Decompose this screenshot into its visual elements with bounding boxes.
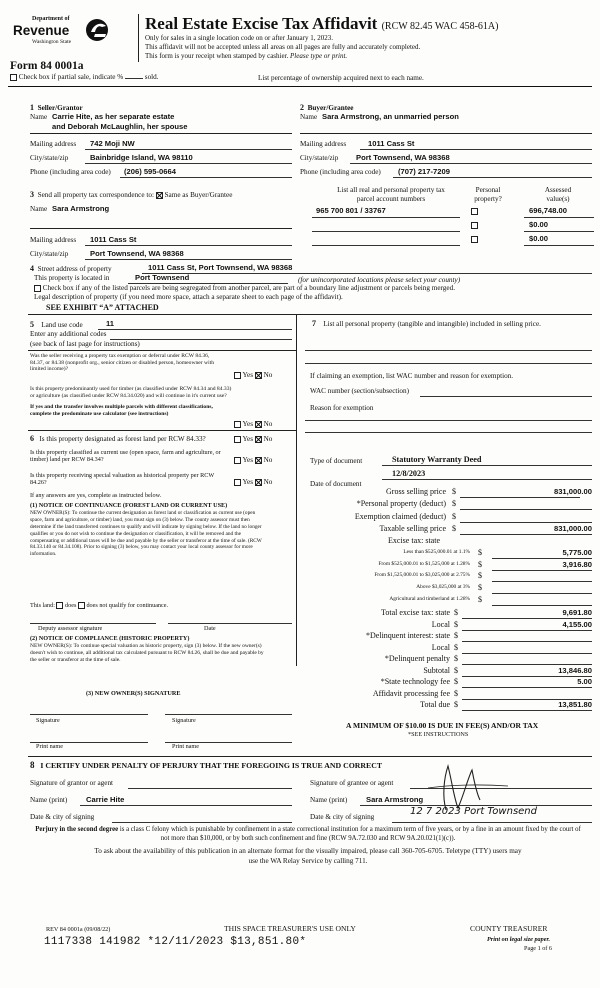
table-row: Subtotal $ 13,846.80 xyxy=(423,665,592,675)
dor-logo xyxy=(10,16,118,56)
does-not-qualify-checkbox[interactable] xyxy=(78,602,85,609)
parcel-col2-header: Personal property? xyxy=(474,186,502,203)
table-row xyxy=(312,206,594,220)
buyer-name[interactable]: Sara Armstrong, an unmarried person xyxy=(322,112,459,121)
treasurer-use-only: THIS SPACE TREASURER'S USE ONLY xyxy=(224,924,356,933)
timber-no[interactable] xyxy=(255,421,262,428)
table-row: Local $ 4,155.00 xyxy=(431,619,592,629)
table-row: From $525,000.01 to $1,525,000 at 1.28% $ 3,916.80 xyxy=(378,559,592,569)
table-row: Agricultural and timberland at 1.28% $ xyxy=(300,595,592,607)
grantee-sig-label: Signature of grantee or agent xyxy=(310,779,394,787)
legal-paper-note: Print on legal size paper. xyxy=(487,936,551,943)
assessed-value[interactable]: $0.00 xyxy=(529,234,549,243)
correspondence-label: 3 Send all property tax correspondence to: Same as Buyer/Grantee xyxy=(30,190,233,199)
buyer-city[interactable]: Port Townsend, WA 98368 xyxy=(356,153,450,162)
gross-selling-price[interactable]: 831,000.00 xyxy=(553,487,592,496)
q-exemption-answer: Yes No xyxy=(234,371,272,380)
does-qualify-checkbox[interactable] xyxy=(56,602,63,609)
segregated-note: Check box if any of the listed parcels are being segregated from another parcel, are part of a boundary line adjustment or parcels being merged. xyxy=(34,284,455,293)
table-row: Affidavit processing fee $ xyxy=(300,689,592,701)
total-due[interactable]: 13,851.80 xyxy=(558,700,592,709)
grantee-name[interactable]: Sara Armstrong xyxy=(366,795,424,804)
table-row xyxy=(312,220,594,234)
form-title xyxy=(145,14,498,34)
located-note: (for unincorporated locations please select your county) xyxy=(298,276,461,284)
seller-city-label: City/state/zip xyxy=(30,154,69,162)
q-timber: Is this property predominantly used for timber (as classified under RCW 84.34 and 84.33) or agriculture (as classified under RCW 84.34.020) and will continue in it's current use? xyxy=(30,386,232,399)
corr-name[interactable]: Sara Armstrong xyxy=(52,204,110,213)
title-text: Real Estate Excise Tax Affidavit xyxy=(145,14,378,33)
personal-property-checkbox[interactable] xyxy=(471,208,478,215)
table-row: Taxable selling price $ 831,000.00 xyxy=(379,523,592,533)
tax-table xyxy=(300,487,592,606)
form-number: Form 84 0001a xyxy=(10,60,84,72)
grantor-sig-label: Signature of grantor or agent xyxy=(30,779,114,787)
grantee-date-city[interactable]: 12 7 2023 Port Townsend xyxy=(410,806,537,817)
property-located-label: This property is located in xyxy=(34,274,110,282)
table-row: Less than $525,000.01 at 1.1% $ 5,775.00 xyxy=(403,548,592,558)
page-number: Page 1 of 6 xyxy=(524,945,553,952)
seller-mailing[interactable]: 742 Moji NW xyxy=(90,139,135,148)
seller-phone[interactable]: (206) 595-0664 xyxy=(124,167,176,176)
state-technology-fee[interactable]: 5.00 xyxy=(577,677,592,686)
header-note3: This form is your receipt when stamped by cashier. Please type or print. xyxy=(145,52,348,60)
grantee-signature[interactable] xyxy=(408,758,518,812)
grantor-date-label: Date & city of signing xyxy=(30,813,95,821)
historic-yes[interactable] xyxy=(234,479,241,486)
historic-no[interactable] xyxy=(255,479,262,486)
availability-note: To ask about the availability of this publication in an alternate format for the visually impaired, please call 360-705-6705. Teletype (TTY) users may use the WA Relay Service by calling 711. xyxy=(94,847,522,866)
buyer-phone[interactable]: (707) 217-7209 xyxy=(398,167,450,176)
taxable-selling-price[interactable]: 831,000.00 xyxy=(553,523,592,533)
forest-yes[interactable] xyxy=(234,436,241,443)
property-street-label: 4 Street address of property xyxy=(30,264,112,273)
bracket-1-tax[interactable]: 5,775.00 xyxy=(562,548,592,558)
bracket-2-tax[interactable]: 3,916.80 xyxy=(562,559,592,569)
doc-type-label: Type of document xyxy=(310,457,363,465)
corr-name-label: Name xyxy=(30,205,48,213)
grantor-name-label: Name (print) xyxy=(30,796,68,804)
table-row: Gross selling price $ 831,000.00 xyxy=(386,487,592,496)
legal-desc-note: Legal description of property (if you need more space, attach a separate sheet to each page of the affidavit). xyxy=(34,293,343,301)
perjury-note: Perjury in the second degree is a class C felony which is punishable by confinement in a state correctional institution for a maximum term of five years, or by a fine in an amount fixed by the court of not more than $10,000, or by both such confinement and fine (RCW 9A.72.030 and RCW 9A.20.021(1)(c)). xyxy=(35,826,581,842)
doc-date[interactable]: 12/8/2023 xyxy=(392,469,426,478)
seller-name-label: Name xyxy=(30,113,48,121)
parcel-col3-header: Assessed value(s) xyxy=(544,186,572,203)
q-forest: 6 Is this property designated as forest land per RCW 84.33? xyxy=(30,434,206,443)
q-historic-answer: Yes No xyxy=(234,478,272,487)
table-row: Exemption claimed (deduct) $ xyxy=(300,512,592,524)
buyer-mailing[interactable]: 1011 Cass St xyxy=(368,139,415,148)
total-excise-state[interactable]: 9,691.80 xyxy=(562,608,592,617)
property-street[interactable]: 1011 Cass St, Port Townsend, WA 98368 xyxy=(148,263,293,272)
new-owner-sig-1[interactable]: Signature xyxy=(36,717,60,724)
title-ref: (RCW 82.45 WAC 458-61A) xyxy=(381,21,499,32)
seller-city[interactable]: Bainbridge Island, WA 98110 xyxy=(90,153,193,162)
table-row: From $1,525,000.01 to $3,025,000 at 2.75% $ xyxy=(300,571,592,583)
q-historic: Is this property receiving special valuation as historical property per RCW 84.26? xyxy=(30,472,215,487)
minimum-due-note: A MINIMUM OF $10.00 IS DUE IN FEE(S) AND/OR TAX xyxy=(346,721,539,730)
reason-label: Reason for exemption xyxy=(310,404,374,412)
notice1-title: (1) NOTICE OF CONTINUANCE (FOREST LAND OR CURRENT USE) xyxy=(30,502,228,509)
exemption-no[interactable] xyxy=(255,372,262,379)
logo-line2: Revenue xyxy=(13,23,70,38)
wac-label: WAC number (section/subsection) xyxy=(310,387,410,395)
additional-codes: Enter any additional codes xyxy=(30,330,107,338)
q-timber-bold: If yes and the transfer involves multiple parcels with different classifications, complete the predominate use calculator (see instructions) xyxy=(30,404,213,417)
q-forest-answer: Yes No xyxy=(234,435,272,444)
forest-no[interactable] xyxy=(255,436,262,443)
current-use-yes[interactable] xyxy=(234,457,241,464)
q-current-use-answer: Yes No xyxy=(234,456,272,465)
new-owner-print-1[interactable]: Print name xyxy=(36,743,63,750)
corr-city[interactable]: Port Townsend, WA 98368 xyxy=(90,249,184,258)
parcel-col1-header: List all real and personal property tax parcel account numbers xyxy=(337,186,445,203)
notice2-body: NEW OWNER(S): To continue special valuation as historic property, sign (3) below. If the new owner(s) doesn't wish to continue, all additional tax calculated pursuant to RCW 84.26, shall be due and payable by the seller or transferor at the time of sale. xyxy=(30,643,264,664)
treasurer-stamp: 1117338 141982 *12/11/2023 $13,851.80* xyxy=(44,936,307,948)
new-owner-sig-heading: (3) NEW OWNER(S) SIGNATURE xyxy=(86,690,181,697)
logo-line1: Department of xyxy=(32,16,70,22)
q-current-use: Is this property classified as current use (open space, farm and agriculture, or timber) land per RCW 84.34? xyxy=(30,449,221,464)
table-row: Local $ xyxy=(300,643,592,655)
grantor-name[interactable]: Carrie Hite xyxy=(86,795,125,804)
table-row: *Personal property (deduct) $ xyxy=(300,499,592,511)
grantee-name-label: Name (print) xyxy=(310,796,348,804)
buyer-phone-label: Phone (including area code) xyxy=(300,168,381,176)
seller-name-line1[interactable]: Carrie Hite, as her separate estate xyxy=(52,112,175,121)
seller-name-line2[interactable]: and Deborah McLaughlin, her spouse xyxy=(52,122,188,131)
tax-totals xyxy=(300,608,592,712)
partial-sale-checkbox[interactable] xyxy=(10,74,17,81)
ownership-note: List percentage of ownership acquired next to each name. xyxy=(258,74,424,82)
subtotal[interactable]: 13,846.80 xyxy=(558,665,592,675)
partial-sale: Check box if partial sale, indicate % sold. xyxy=(10,73,159,82)
assessed-value[interactable]: 696,748.00 xyxy=(529,206,568,215)
property-located[interactable]: Port Townsend xyxy=(135,273,190,282)
table-row: Total excise tax: state $ 9,691.80 xyxy=(381,608,592,617)
doc-type[interactable]: Statutory Warranty Deed xyxy=(392,455,482,464)
deputy-sig-label: Deputy assessor signature xyxy=(38,625,103,632)
table-row xyxy=(312,234,594,248)
seller-phone-label: Phone (including area code) xyxy=(30,168,111,176)
q-exemption: Was the seller receiving a property tax exemption or deferral under RCW 84.36, 84.37, or 84.38 (nonprofit org., senior citizen or disabled person, homeowner with limited income)? xyxy=(30,353,214,373)
timber-yes[interactable] xyxy=(234,421,241,428)
rev-number: REV 84 0001a (09/08/22) xyxy=(46,926,111,933)
current-use-no[interactable] xyxy=(255,457,262,464)
new-owner-sig-2[interactable]: Signature xyxy=(172,717,196,724)
personal-property-checkbox[interactable] xyxy=(471,236,478,243)
certify-heading: 8 I CERTIFY UNDER PENALTY OF PERJURY THAT THE FOREGOING IS TRUE AND CORRECT xyxy=(30,760,383,770)
q-timber-answer: Yes No xyxy=(234,420,272,429)
seller-heading: 1 Seller/Grantor xyxy=(30,103,83,112)
table-row: Excise tax: state xyxy=(388,536,440,546)
table-row: Total due $ 13,851.80 xyxy=(420,700,592,709)
same-as-buyer-checkbox[interactable] xyxy=(156,192,163,199)
exemption-claim-label: If claiming an exemption, list WAC number and reason for exemption. xyxy=(310,372,514,380)
this-land: This land: does does not qualify for continuance. xyxy=(30,602,169,609)
exemption-yes[interactable] xyxy=(234,372,241,379)
grantee-date-label: Date & city of signing xyxy=(310,813,375,821)
buyer-city-label: City/state/zip xyxy=(300,154,339,162)
table-row: *Delinquent penalty $ xyxy=(300,654,592,666)
exhibit-attached[interactable]: SEE EXHIBIT “A” ATTACHED xyxy=(46,303,159,312)
corr-city-label: City/state/zip xyxy=(30,250,69,258)
see-back: (see back of last page for instructions) xyxy=(30,340,140,348)
header-note1: Only for sales in a single location code on or after January 1, 2023. xyxy=(145,34,333,42)
segregated-checkbox[interactable] xyxy=(34,285,41,292)
county-treasurer: COUNTY TREASURER xyxy=(470,924,548,933)
dor-logo-icon xyxy=(84,17,112,43)
see-instructions: *SEE INSTRUCTIONS xyxy=(408,731,469,738)
logo-line3: Washington State xyxy=(32,39,72,45)
header-note2: This affidavit will not be accepted unless all areas on all pages are fully and accurately completed. xyxy=(145,43,421,51)
table-row: *State technology fee $ 5.00 xyxy=(380,677,592,686)
assessed-value[interactable]: $0.00 xyxy=(529,220,549,229)
buyer-mailing-label: Mailing address xyxy=(300,140,347,148)
table-row: *Delinquent interest: state $ xyxy=(300,631,592,643)
parcel-rows xyxy=(312,206,594,248)
corr-mailing-label: Mailing address xyxy=(30,236,77,244)
notice2-title: (2) NOTICE OF COMPLIANCE (HISTORIC PROPERTY) xyxy=(30,635,190,642)
doc-date-label: Date of document xyxy=(310,480,362,488)
deputy-date-label: Date xyxy=(204,625,216,632)
seller-mailing-label: Mailing address xyxy=(30,140,77,148)
land-use-code[interactable]: 11 xyxy=(106,319,115,328)
notice1-body: NEW OWNER(S): To continue the current designation as forest land or classification as current use (open space, farm and agriculture, or timber) land, you must sign on (3) below. The county assessor must then determine if the land transferred continues to qualify and will indicate by signing below. If the land no longer qualifies or you do not wish to continue the designation or classification, it will be removed and the compensating or additional taxes will be due and payable by the seller or transferor at the time of sale. (RCW 84.33.140 or 84.34.108). Prior to signing (3) below, you may contact your local county assessor for more information. xyxy=(30,510,262,558)
parcel-number[interactable]: 965 700 801 / 33767 xyxy=(316,206,386,215)
buyer-name-label: Name xyxy=(300,113,318,121)
if-yes-note: If any answers are yes, complete as instructed below. xyxy=(30,492,162,499)
new-owner-print-2[interactable]: Print name xyxy=(172,743,199,750)
land-use-label: 5 Land use code xyxy=(30,320,83,329)
personal-property-checkbox[interactable] xyxy=(471,222,478,229)
buyer-heading: 2 Buyer/Grantee xyxy=(300,103,354,112)
personal-property-label: 7 List all personal property (tangible and intangible) included in selling price. xyxy=(312,319,541,328)
total-excise-local[interactable]: 4,155.00 xyxy=(562,619,592,629)
table-row: Above $3,025,000 at 3% $ xyxy=(300,583,592,595)
corr-mailing[interactable]: 1011 Cass St xyxy=(90,235,137,244)
